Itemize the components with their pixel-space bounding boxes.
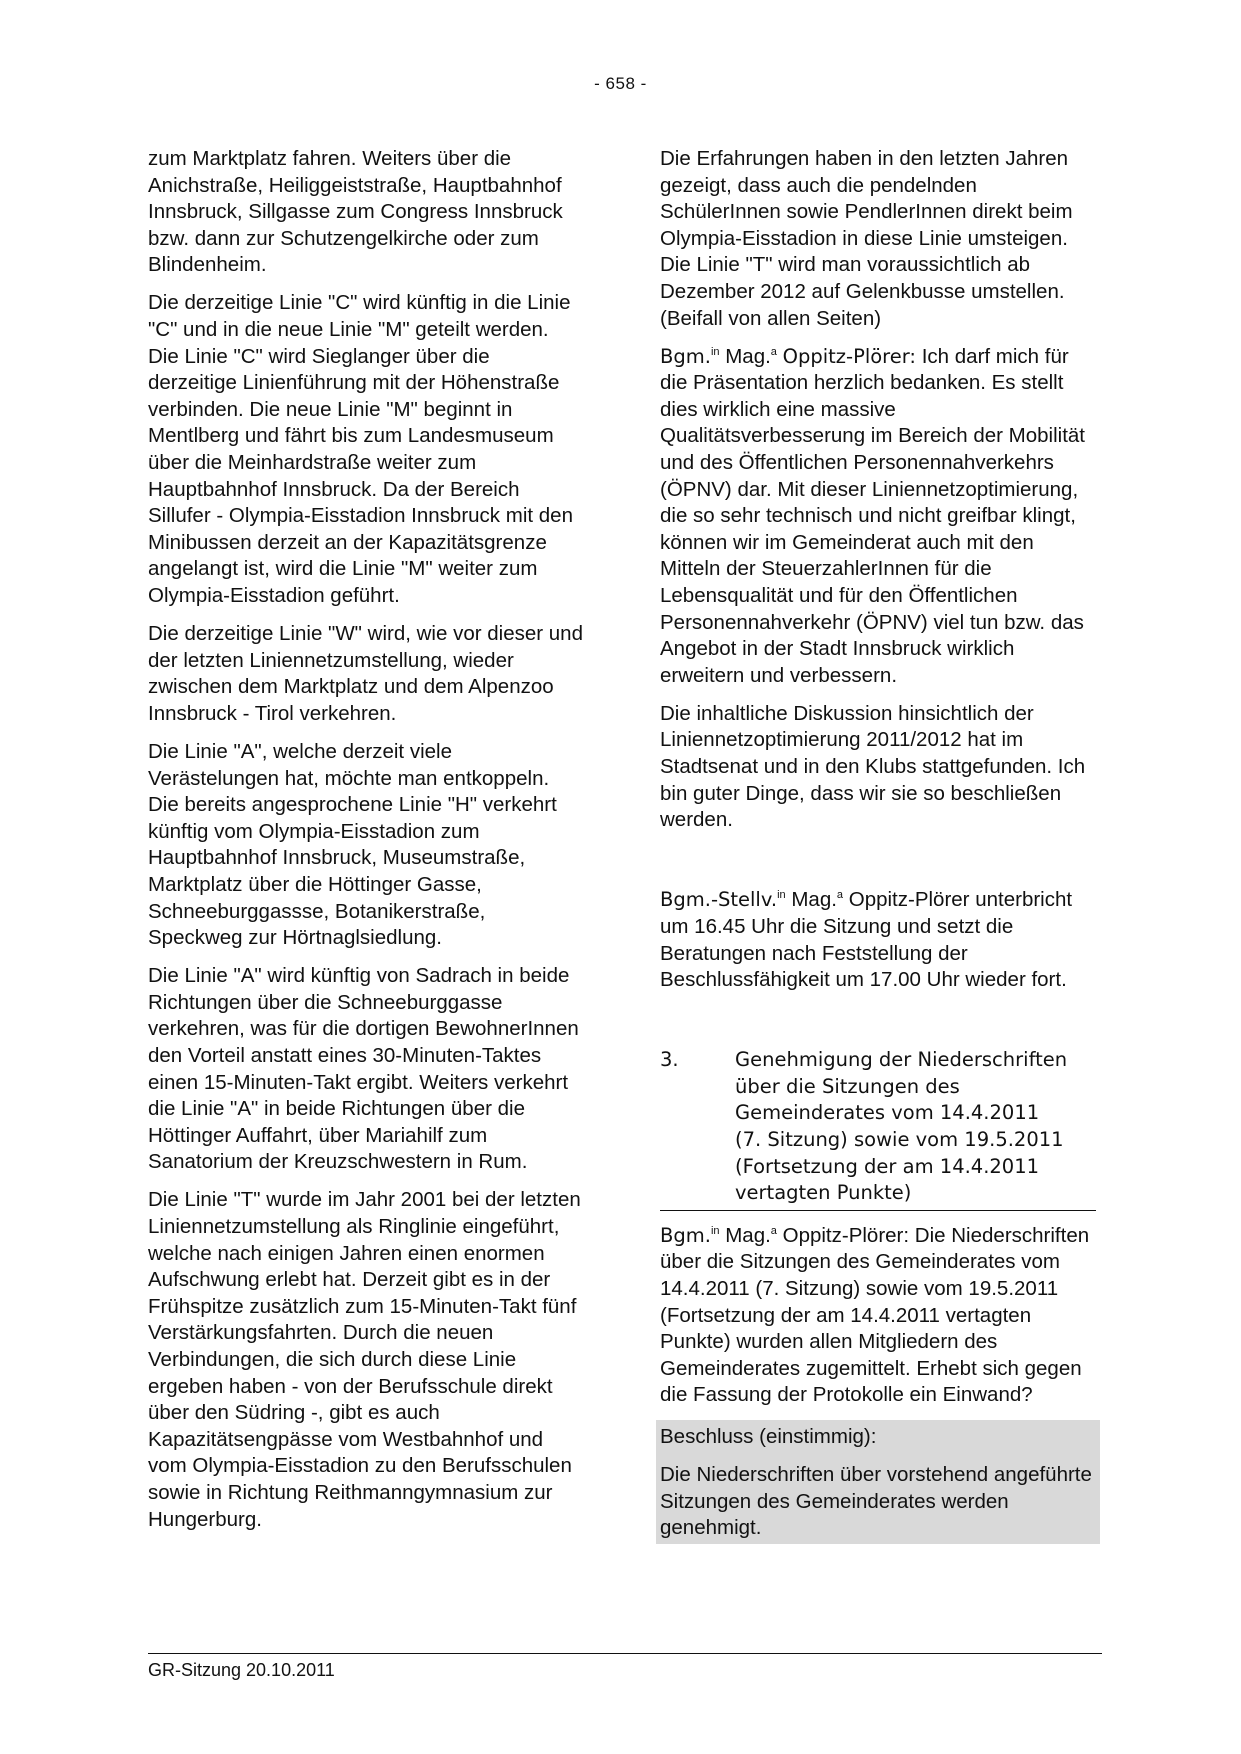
paragraph: Die derzeitige Linie "W" wird, wie vor dieser und der letzten Liniennetzumstellung, wieder zwischen dem Marktplatz und dem Alpenzoo Innsbruck - Tirol verkehren. xyxy=(148,622,583,725)
paragraph: Die Linie "A", welche derzeit viele Verästelungen hat, möchte man entkoppeln. Die bereits angesprochene Linie "H" verkehrt künftig vom Olympia-Eisstadion zum Hauptbahnhof Innsbruck, Museumstraße, Marktplatz über die Höttinger Gasse, Schneeburggassse, Botanikerstraße, Speckweg zur Hörtnaglsiedlung. xyxy=(148,739,557,950)
speaker-name: Oppitz-Plörer: xyxy=(782,344,917,368)
speaker-degree-sup: a xyxy=(770,1224,777,1237)
right-column xyxy=(660,146,1096,1544)
page-number: - 658 - xyxy=(594,74,647,93)
speaker-title: Bgm. xyxy=(660,344,711,368)
resolution-heading: Beschluss (einstimmig): xyxy=(660,1425,877,1449)
agenda-number: 3. xyxy=(660,1048,679,1072)
paragraph: Die Linie "T" wurde im Jahr 2001 bei der letzten Liniennetzumstellung als Ringlinie eingeführt, welche nach einigen Jahren einen enormen Aufschwung erlebt hat. Derzeit gibt es in der Frühspitze zusätzlich zum 15-Minuten-Takt fünf Verstärkungsfahrten. Durch die neuen Verbindungen, die sich durch diese Linie ergeben haben - von der Berufsschule direkt über den Südring -, gibt es auch Kapazitätsengpässe vom Westbahnhof und vom Olympia-Eisstadion zu den Berufsschulen sowie in Richtung Reithmanngymnasium zur Hungerburg. xyxy=(148,1188,581,1531)
paragraph: Die Linie "A" wird künftig von Sadrach in beide Richtungen über die Schneeburggasse verkehren, was für die dortigen BewohnerInnen den Vorteil anstatt eines 30-Minuten-Taktes einen 15-Minuten-Takt ergibt. Weiters verkehrt die Linie "A" in beide Richtungen über die Höttinger Auffahrt, über Mariahilf zum Sanatorium der Kreuzschwestern in Rum. xyxy=(148,964,579,1174)
speaker-degree-sup: a xyxy=(836,889,844,902)
left-column xyxy=(148,146,584,1545)
paragraph: zum Marktplatz fahren. Weiters über die Anichstraße, Heiliggeiststraße, Hauptbahnhof Innsbruck, Sillgasse zum Congress Innsbruck bzw. dann zur Schutzengelkirche oder zum Blindenheim. xyxy=(148,147,563,277)
speaker-title-sup: in xyxy=(710,345,720,358)
speech-text: Die Niederschriften über die Sitzungen des Gemeinderates vom 14.4.2011 (7. Sitzung) sowie vom 19.5.2011 (Fortsetzung der am 14.4.2011 vertagten Punkte) wurden allen Mitgliedern des Gemeinderates zugemittelt. Erhebt sich gegen die Fassung der Protokolle ein Einwand? xyxy=(660,1223,1090,1407)
agenda-title: Genehmigung der Niederschriften über die Sitzungen des Gemeinderates vom 14.4.2011 (7. Sitzung) sowie vom 19.5.2011 (Fortsetzung der am 14.4.2011 vertagten Punkte) xyxy=(735,1048,1068,1205)
footer-divider xyxy=(148,1653,1102,1654)
speaker-degree: Mag. xyxy=(725,1223,771,1247)
speech-text: Ich darf mich für die Präsentation herzlich bedanken. Es stellt dies wirklich eine massive Qualitätsverbesserung im Bereich der Mobilität und des Öffentlichen Personennahverkehrs (ÖPNV) dar. Mit dieser Liniennetzoptimierung, die so sehr technisch und nicht greifbar klingt, können wir im Gemeinderat auch mit den Mitteln der SteuerzahlerInnen für die Lebensqualität und für den Öffentlichen Personennahverkehr (ÖPNV) viel tun bzw. das Angebot in der Stadt Innsbruck wirklich erweitern und verbessern. xyxy=(660,344,1085,687)
speaker-title-sup: in xyxy=(777,889,786,902)
resolution-text: Die Niederschriften über vorstehend angeführte Sitzungen des Gemeinderates werden genehmigt. xyxy=(660,1463,1092,1540)
agenda-item xyxy=(660,1047,1096,1211)
speaker-title: Bgm.-Stellv. xyxy=(660,888,778,912)
speaker-degree: Mag. xyxy=(791,888,837,912)
footer-text: GR-Sitzung 20.10.2011 xyxy=(148,1660,335,1680)
spacer xyxy=(660,845,1096,887)
speaker-degree: Mag. xyxy=(725,344,771,368)
session-break-paragraph xyxy=(660,887,1096,993)
speaker-title-sup: in xyxy=(710,1224,720,1237)
paragraph: Die inhaltliche Diskussion hinsichtlich der Liniennetzoptimierung 2011/2012 hat im Stadtsenat und in den Klubs stattgefunden. Ich bin guter Dinge, dass wir sie so beschließen werden. xyxy=(660,701,1086,832)
speaker-degree-sup: a xyxy=(770,345,777,358)
spacer xyxy=(660,1005,1096,1047)
speaker-title: Bgm. xyxy=(660,1223,711,1247)
speech-text: unterbricht um 16.45 Uhr die Sitzung und setzt die Beratungen nach Feststellung der Beschlussfähigkeit um 17.00 Uhr wieder fort. xyxy=(660,888,1073,992)
paragraph: Die Erfahrungen haben in den letzten Jahren gezeigt, dass auch die pendelnden SchülerInnen sowie PendlerInnen direkt beim Olympia-Eisstadion in diese Linie umsteigen. Die Linie "T" wird man voraussichtlich ab Dezember 2012 auf Gelenkbusse umstellen. (Beifall von allen Seiten) xyxy=(660,147,1073,330)
resolution-box xyxy=(656,1420,1100,1543)
paragraph: Die derzeitige Linie "C" wird künftig in die Linie "C" und in die neue Linie "M" geteilt werden. Die Linie "C" wird Sieglanger über die derzeitige Linienführung mit der Höhenstraße verbinden. Die neue Linie "M" beginnt in Mentlberg und fährt bis zum Landesmuseum über die Meinhardstraße weiter zum Hauptbahnhof Innsbruck. Da der Bereich Sillufer - Olympia-Eisstadion Innsbruck mit den Minibussen derzeit an der Kapazitätsgrenze angelangt ist, wird die Linie "M" weiter zum Olympia-Eisstadion geführt. xyxy=(148,291,573,607)
speaker-name: Oppitz-Plörer xyxy=(848,888,970,912)
speech-paragraph xyxy=(660,1223,1096,1409)
speech-paragraph xyxy=(660,344,1096,690)
speaker-name: Oppitz-Plörer: xyxy=(782,1223,910,1247)
